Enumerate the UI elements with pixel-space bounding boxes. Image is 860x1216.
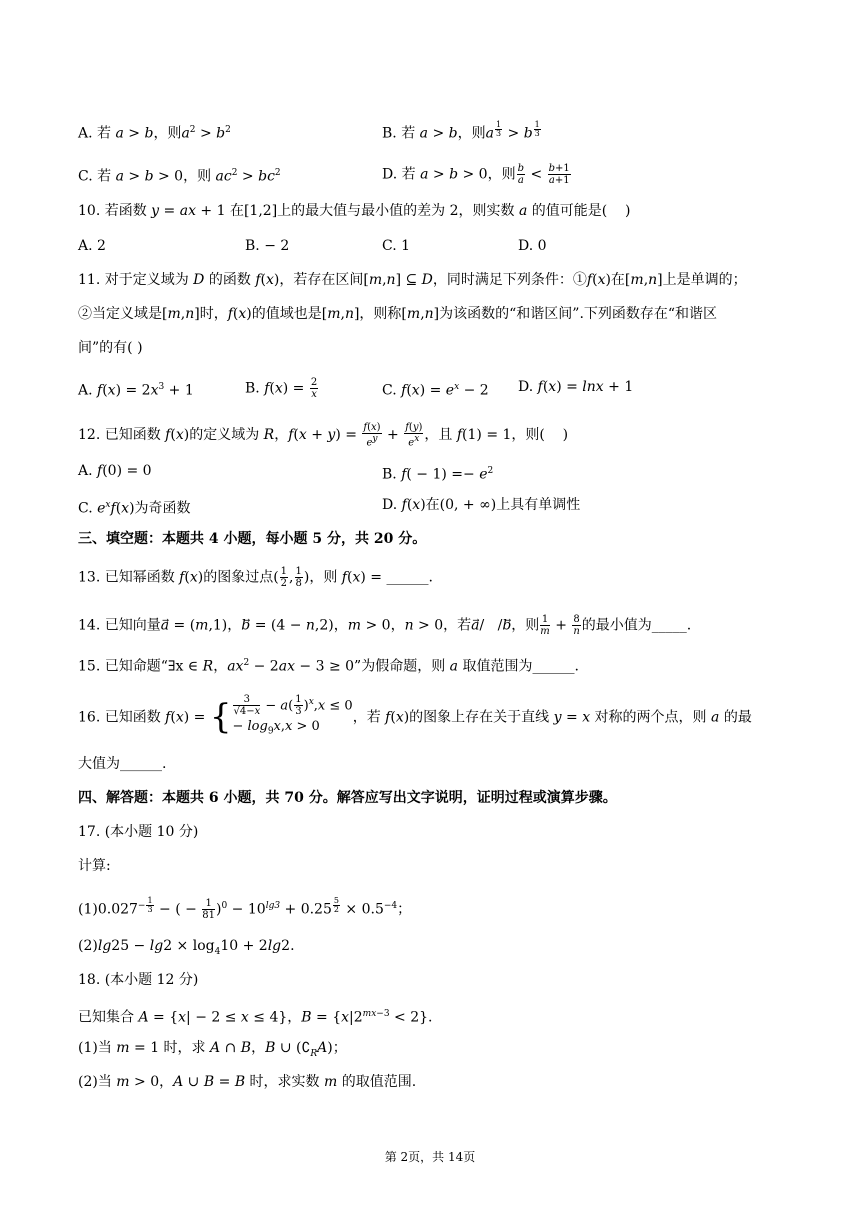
q11-option-b: B. f(x) = $\frac{2}{x}$ bbox=[245, 377, 318, 400]
section-4-heading: 四、解答题：本题共 6 小题，共 70 分。解答应写出文字说明，证明过程或演算步骤。 bbox=[78, 790, 617, 806]
q16-line1: 16. 已知函数 f(x) = { $\frac{3}{√4-x}$ − a( $\frac{1}{3}$ )$^x$,x ≤ 0 − $\log_9x,x > 0$ ，若 f(x)的图象上存在关于直线 y = x 对称的两个点，则 a 的最 bbox=[78, 694, 752, 738]
q10-option-c: C. 1 bbox=[382, 238, 411, 254]
q13: 13. 已知幂函数 f(x)的图象过点( $\frac{1}{2}$ , $\frac{1}{8}$ )，则 f(x) = ______. bbox=[78, 566, 433, 589]
q12-option-c: C. $e^xf(x)$为奇函数 bbox=[78, 500, 191, 517]
q17-head: 17. (本小题 10 分) bbox=[78, 824, 199, 840]
q18-intro: 已知集合 A = {x| − 2 ≤ x ≤ 4}，$B = \{x|2^{mx-3} < 2\}$. bbox=[78, 1009, 433, 1026]
page-footer: 第 2页，共 14页 bbox=[384, 1150, 476, 1164]
q14: 14. 已知向量a⃗ = (m,1)，b⃗ = (4 − n,2)，m > 0，n > 0，若a⃗/ /b⃗，则 $\frac{1}{m}$ + $\frac{8}{n}$ 的最小值为_____. bbox=[78, 614, 692, 637]
q12-stem: 12. 已知函数 f(x)的定义域为 R，f(x + y) = $\frac{f(x)}{e^y}$ + $\frac{f(y)}{e^x}$ ，且 f(1) = 1，则( ) bbox=[78, 422, 569, 449]
q12-option-b: B. $f( - 1) =- e^2$ bbox=[382, 466, 494, 483]
q11-line2: ②当定义域是[m,n]时，f(x)的值域也是[m,n]，则称[m,n]为该函数的“和谐区间”.下列函数存在“和谐区 bbox=[78, 306, 718, 322]
q18-head: 18. (本小题 12 分) bbox=[78, 972, 199, 988]
q9-option-a: A. 若 a > b，则$a^2 > b^2$ bbox=[78, 125, 231, 142]
q11-option-d: D. f(x) = lnx + 1 bbox=[518, 379, 634, 395]
q11-option-c: C. $f(x) = e^x - 2$ bbox=[382, 382, 489, 399]
q9-option-d: D. 若 a > b > 0，则 $\frac{b}{a}$ < $\frac{b+1}{a+1}$ bbox=[382, 163, 570, 186]
section-3-heading: 三、填空题：本题共 4 小题，每小题 5 分，共 20 分。 bbox=[78, 531, 427, 547]
q18-part2: (2)当 m > 0，A ∪ B = B 时，求实数 m 的取值范围. bbox=[78, 1074, 417, 1090]
q10-stem: 10. 若函数 y = ax + 1 在[1,2]上的最大值与最小值的差为 2，则实数 a 的值可能是( ) bbox=[78, 203, 631, 219]
q12-option-d: D. f(x)在(0, + ∞)上具有单调性 bbox=[382, 497, 581, 513]
q11-line3: 间”的有( ) bbox=[78, 340, 143, 356]
q17-intro: 计算: bbox=[78, 858, 111, 874]
q16-line2: 大值为______. bbox=[78, 756, 167, 772]
q11-option-a: A. $f(x) = 2x^3 + 1$ bbox=[78, 382, 194, 399]
q11-line1: 11. 对于定义域为 D 的函数 f(x)，若存在区间[m,n] ⊆ D，同时满足下列条件：①f(x)在[m,n]上是单调的； bbox=[78, 272, 747, 288]
q15: 15. 已知命题“∃x ∈ R，$ax^2 - 2ax - 3 \ge 0$”为假命题，则 a 取值范围为______. bbox=[78, 658, 579, 675]
q12-option-a: A. f(0) = 0 bbox=[78, 463, 152, 479]
q18-part1: (1)当 m = 1 时，求 A ∩ B，B ∪ $(∁_RA)$； bbox=[78, 1040, 347, 1059]
q17-part1: $(1)0.027^{- \frac{1}{3}}$ − ( − $\frac{1}{81}$ )$^0 - 10^{lg3} + 0.25$ $^{\frac{5}{2}}$ × $0.5^{-4}$； bbox=[78, 896, 412, 922]
q9-option-b: B. 若 a > b，则a $^{\frac{1}{3}}$ > b $^{\frac{1}{3}}$ bbox=[382, 120, 540, 142]
q10-option-b: B. − 2 bbox=[245, 238, 290, 254]
q17-part2: $(2)\lg 25 - \lg 2 \times \log_410 + 2\lg 2$. bbox=[78, 938, 295, 957]
q10-option-d: D. 0 bbox=[518, 238, 547, 254]
q9-option-c: C. 若 a > b > 0，则 $ac^2 > bc^2$ bbox=[78, 168, 281, 185]
q10-option-a: A. 2 bbox=[78, 238, 106, 254]
